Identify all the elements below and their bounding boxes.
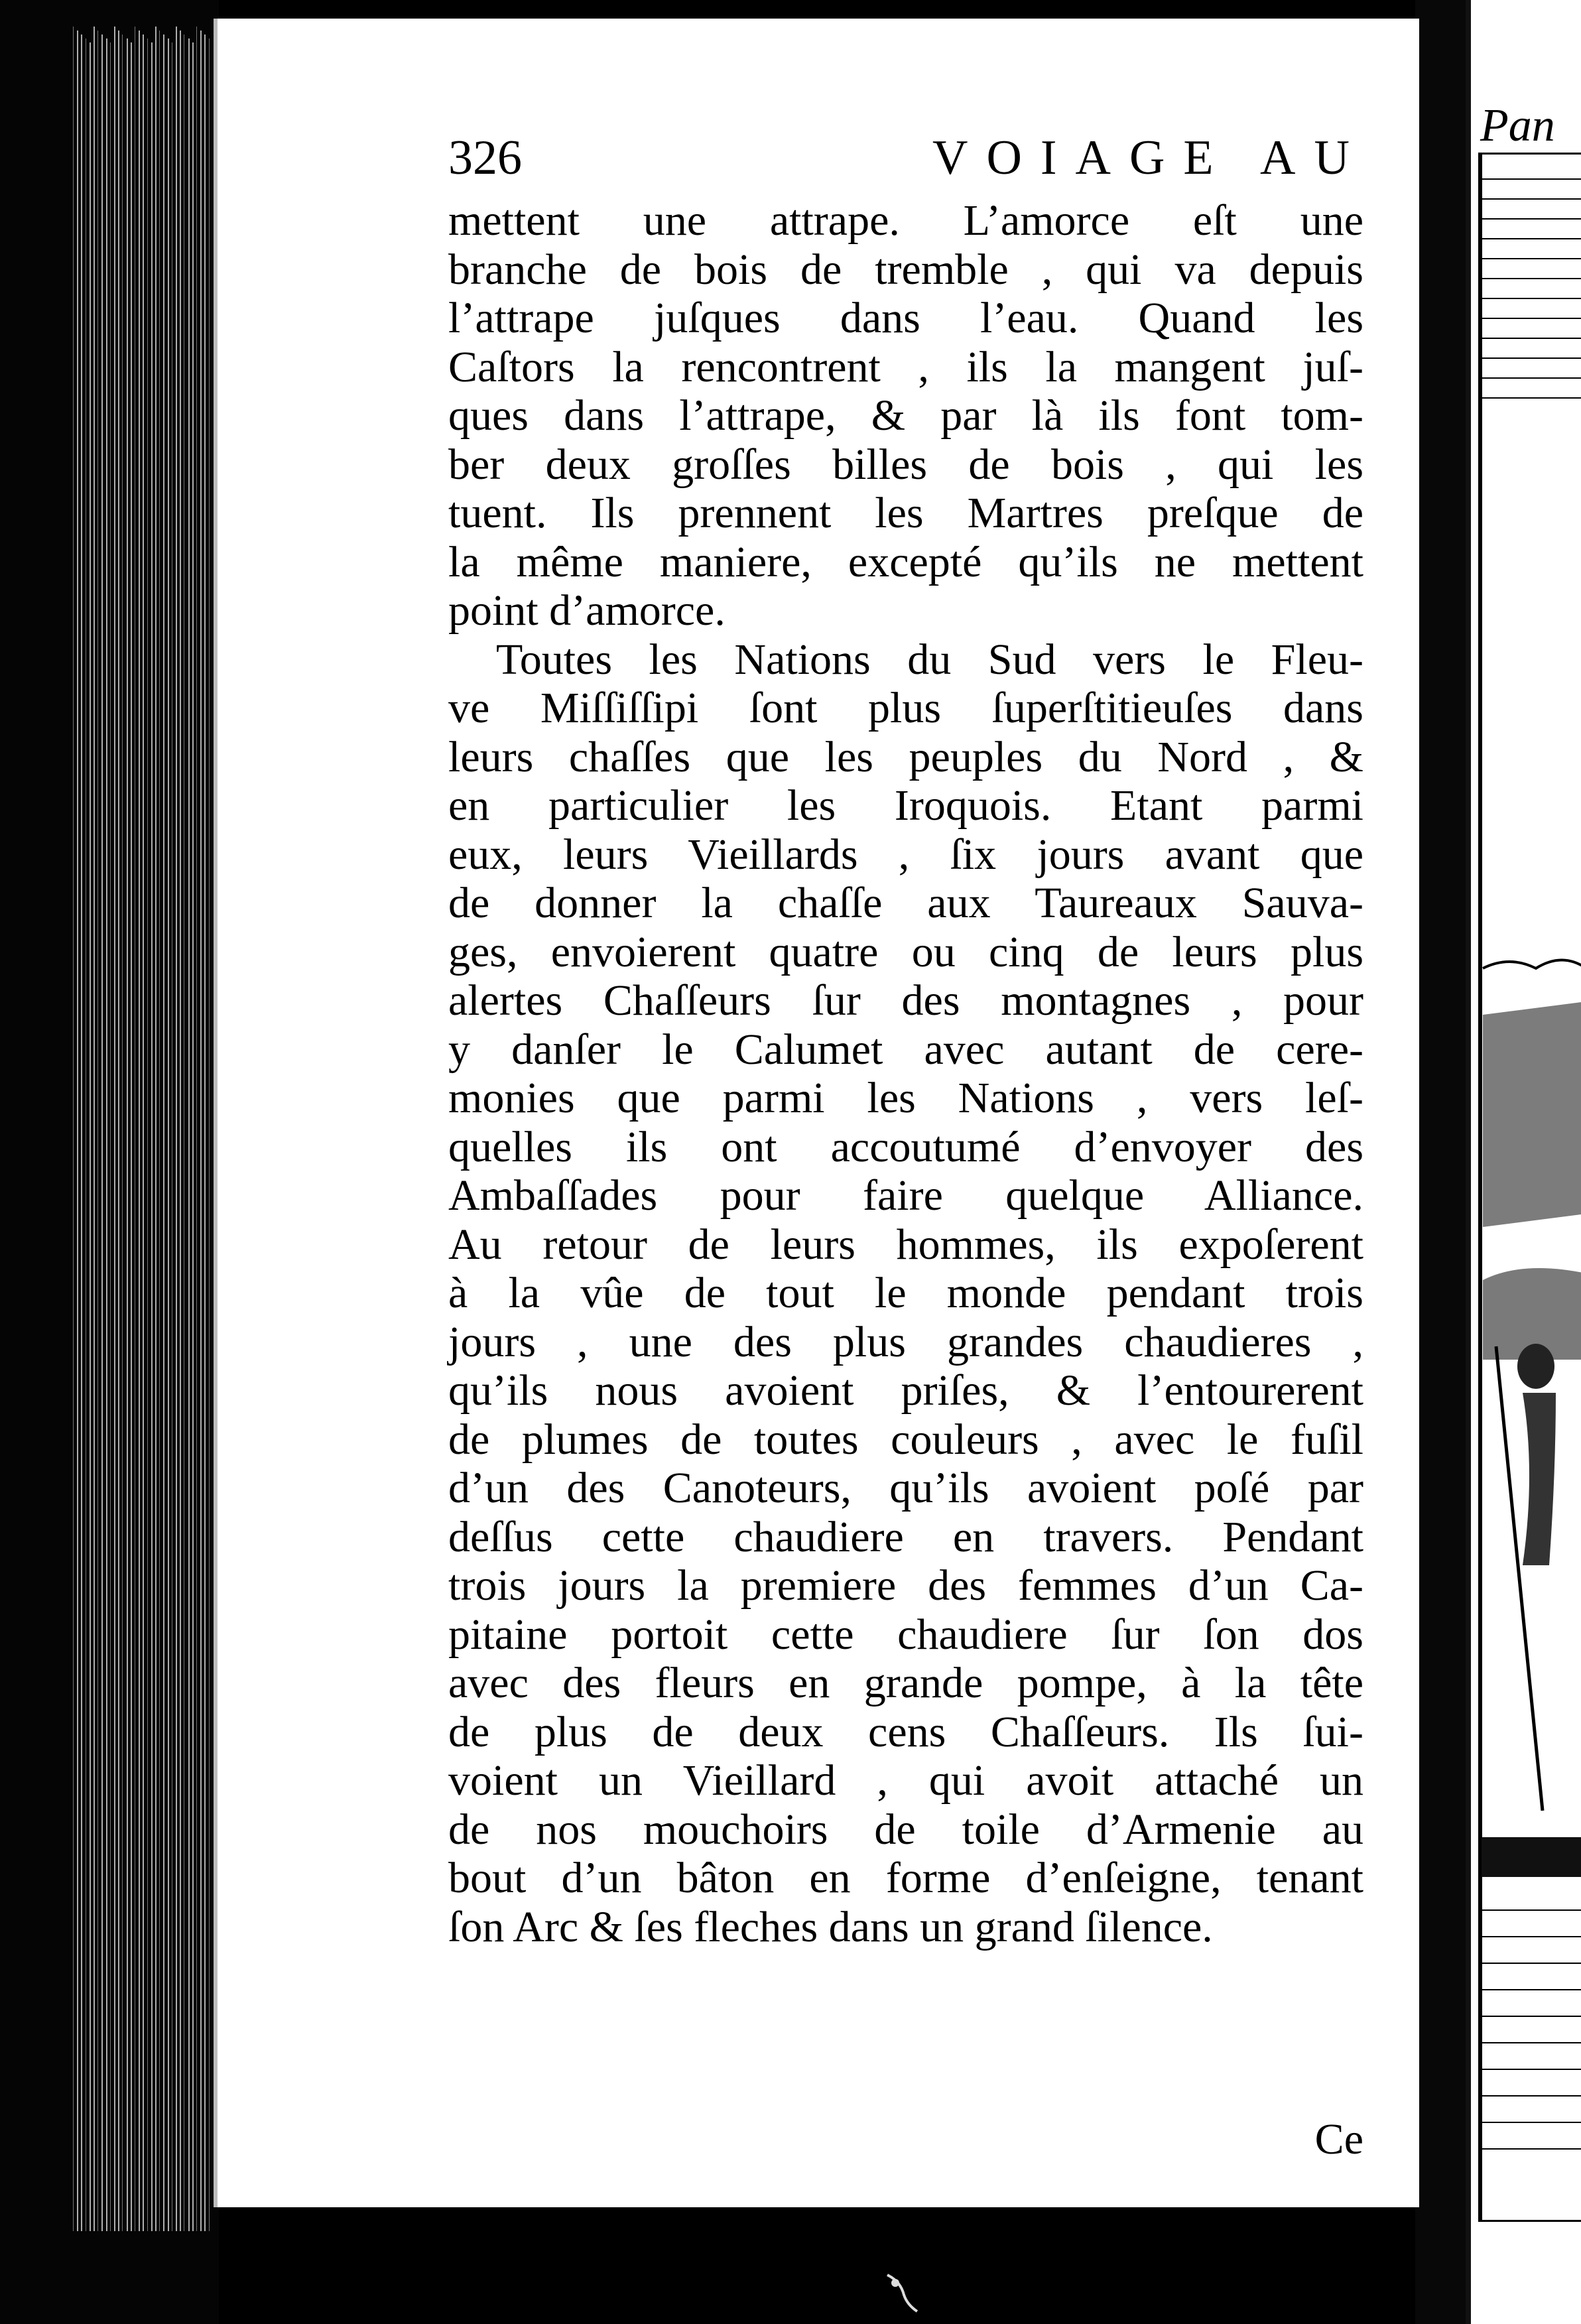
page-edge-line [114, 27, 115, 2231]
text-line: de donner la chaſſe aux Taureaux Sauva- [448, 879, 1363, 927]
page-edge-line [101, 34, 103, 2231]
page-edge-line [176, 27, 177, 2231]
text-line: mettent une attrape. L’amorce eſt une [448, 196, 1363, 245]
page-edge-line [159, 31, 160, 2231]
text-line: leurs chaſſes que les peuples du Nord , & [448, 732, 1363, 781]
page-edge-line [73, 27, 74, 2231]
page-edge-line [180, 31, 181, 2231]
page-edge-line [139, 31, 140, 2231]
text-line: pitaine portoit cette chaudiere ſur ſon dos [448, 1610, 1363, 1659]
text-line: ges, envoierent quatre ou cinq de leurs plus [448, 927, 1363, 976]
page-header [448, 130, 1377, 203]
page-edge-line [200, 31, 202, 2231]
text-line: eux, leurs Vieillards , ſix jours avant que [448, 830, 1363, 879]
text-line: ques dans l’attrape, & par là ils font tom- [448, 391, 1363, 440]
text-line: Caſtors la rencontrent , ils la mangent juſ- [448, 342, 1363, 391]
page-edge-line [163, 34, 164, 2231]
text-line: trois jours la premiere des femmes d’un Ca- [448, 1561, 1363, 1610]
page-edge-line [106, 38, 107, 2231]
page-edge-line [118, 31, 119, 2231]
text-line: avec des fleurs en grande pompe, à la tête [448, 1659, 1363, 1707]
page-edge-line [147, 38, 148, 2231]
text-line: tuent. Ils prennent les Martres preſque de [448, 489, 1363, 537]
text-line: d’un des Canoteurs, qu’ils avoient poſé par [448, 1464, 1363, 1512]
text-line: quelles ils ont accoutumé d’envoyer des [448, 1122, 1363, 1171]
catchword: Ce [1314, 2115, 1363, 2163]
page-edge-line [97, 31, 98, 2231]
page-edge-line [90, 42, 91, 2231]
text-line: branche de bois de tremble , qui va depuis [448, 245, 1363, 294]
page-edge-line [155, 27, 157, 2231]
text-line: de nos mouchoirs de toile d’Armenie au [448, 1805, 1363, 1854]
text-line: deſſus cette chaudiere en travers. Pendant [448, 1512, 1363, 1561]
text-line: monies que parmi les Nations , vers leſ- [448, 1074, 1363, 1122]
text-line: ſon Arc & ſes fleches dans un grand ſilence. [448, 1902, 1213, 1951]
page-edge-line [81, 34, 82, 2231]
text-line: point d’amorce. [448, 586, 726, 635]
page-edge-line [127, 38, 128, 2231]
text-line: bout d’un bâton en forme d’enſeigne, tenant [448, 1854, 1363, 1902]
page-edge-line [209, 38, 210, 2231]
text-line: y danſer le Calumet avec autant de cere- [448, 1025, 1363, 1074]
text-line: qu’ils nous avoient priſes, & l’entourerent [448, 1366, 1363, 1415]
page-edge-line [168, 38, 169, 2231]
book-gutter [1415, 0, 1468, 2324]
text-line: la même maniere, excepté qu’ils ne mettent [448, 537, 1363, 586]
page-edge-line [204, 34, 206, 2231]
text-line: Ambaſſades pour faire quelque Alliance. [448, 1171, 1363, 1220]
text-line: ve Miſſiſſipi ſont plus ſuperſtitieuſes dans [448, 684, 1363, 732]
text-line: à la vûe de tout le monde pendant trois [448, 1269, 1363, 1317]
body-text [448, 196, 1363, 2163]
page-edge-line [196, 27, 197, 2231]
text-line: jours , une des plus grandes chaudieres , [448, 1317, 1363, 1366]
text-line: l’attrape juſques dans l’eau. Quand les [448, 294, 1363, 342]
page-number: 326 [448, 131, 522, 185]
spine-ornament [881, 2268, 920, 2315]
facing-page [1466, 0, 1581, 2324]
text-line: de plumes de toutes couleurs , avec le fuſil [448, 1415, 1363, 1464]
page-edge-line [131, 42, 132, 2231]
facing-page-title: Pan [1480, 100, 1555, 151]
page-edge-line [143, 34, 144, 2231]
page-edge-line [110, 42, 111, 2231]
page-edge-line [192, 42, 194, 2231]
text-line: alertes Chaſſeurs ſur des montagnes , pour [448, 976, 1363, 1025]
engraving-illustration [1476, 153, 1581, 2222]
text-line: Toutes les Nations du Sud vers le Fleu- [496, 635, 1363, 684]
text-line: en particulier les Iroquois. Etant parmi [448, 781, 1363, 830]
text-line: de plus de deux cens Chaſſeurs. Ils ſui- [448, 1707, 1363, 1756]
page-edge-line [151, 42, 153, 2231]
page-edge-line [77, 31, 78, 2231]
page-edge-line [94, 27, 95, 2231]
page-edge-line [122, 34, 123, 2231]
book-page-edges [0, 0, 219, 2324]
text-line: Au retour de leurs hommes, ils expoſerent [448, 1220, 1363, 1269]
text-line: voient un Vieillard , qui avoit attaché un [448, 1756, 1363, 1805]
book-page-left [214, 19, 1419, 2207]
page-edge-line [188, 38, 190, 2231]
text-line: ber deux groſſes billes de bois , qui les [448, 440, 1363, 489]
running-head: VOIAGE AU [932, 131, 1368, 185]
